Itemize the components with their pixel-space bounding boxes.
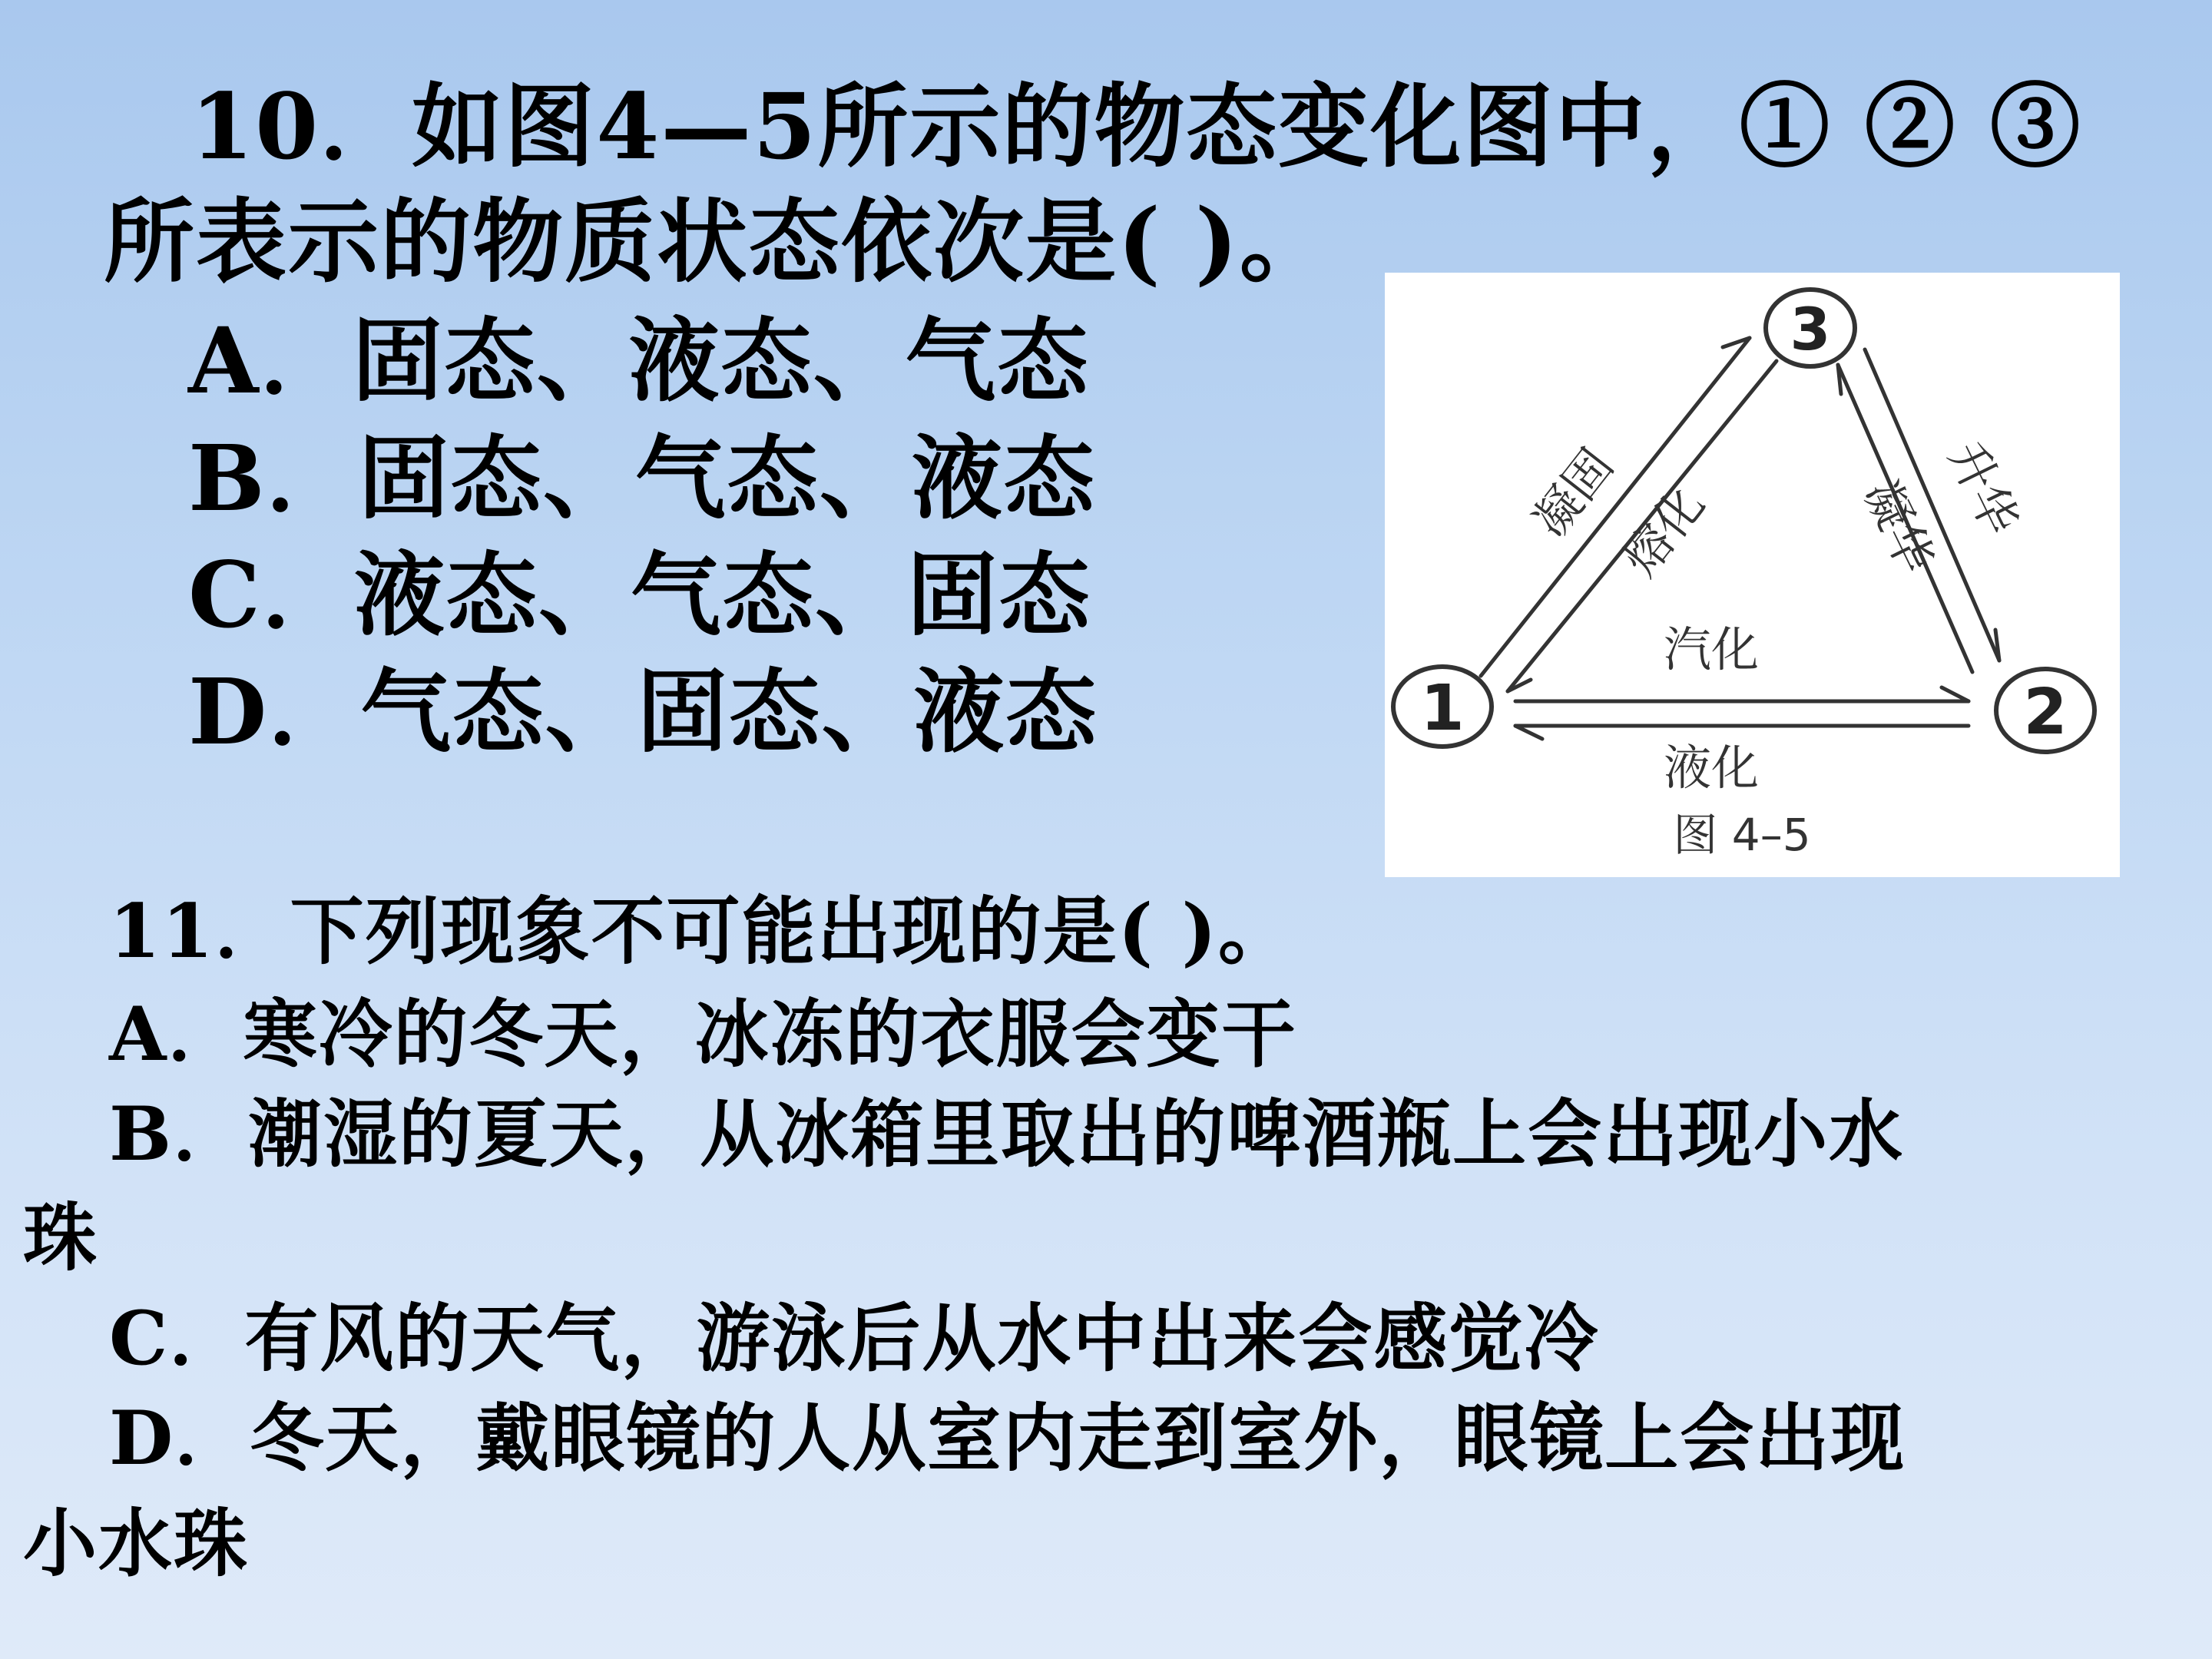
label-solidify: 凝固 [1522,438,1624,548]
label-liquefy: 液化 [1663,740,1760,796]
node-1-label: 1 [1420,672,1465,745]
q10-option-b: B．固态、气态、液态 [188,425,1096,531]
node-2-label: 2 [2023,676,2068,749]
q11-option-d-line1: D．冬天，戴眼镜的人从室内走到室外，眼镜上会出现 [109,1395,1906,1482]
q10-option-a: A．固态、液态、气态 [188,307,1090,414]
node-3-label: 3 [1790,295,1831,363]
q11-stem: 11．下列现象不可能出现的是( )。 [109,888,1293,975]
arrowhead [1515,726,1542,739]
q11-option-a: A．寒冷的冬天，冰冻的衣服会变干 [109,991,1297,1078]
label-deposit: 凝华 [1853,471,1945,582]
label-sublime: 升华 [1937,432,2030,544]
state-change-diagram [1385,273,2120,877]
q11-option-b-line1: B．潮湿的夏天，从冰箱里取出的啤酒瓶上会出现小水 [109,1091,1905,1177]
q10-stem-line2: 所表示的物质状态依次是( )。 [104,188,1332,295]
q11-option-d-line2: 小水珠 [23,1500,249,1587]
label-melt: 熔化 [1612,476,1715,587]
q11-option-c: C．有风的天气，游泳后从水中出来会感觉冷 [109,1295,1600,1382]
q11-option-b-line2: 珠 [23,1194,98,1281]
label-vaporize: 汽化 [1663,621,1760,677]
arrowhead [1942,687,1969,701]
q10-option-c: C．液态、气态、固态 [188,541,1091,648]
q10-option-d: D．气态、固态、液态 [188,658,1098,765]
figure-caption: 图 4–5 [1673,809,1811,861]
q10-stem-line1: 10．如图4—5所示的物态变化图中，① ② ③ [190,73,2082,180]
